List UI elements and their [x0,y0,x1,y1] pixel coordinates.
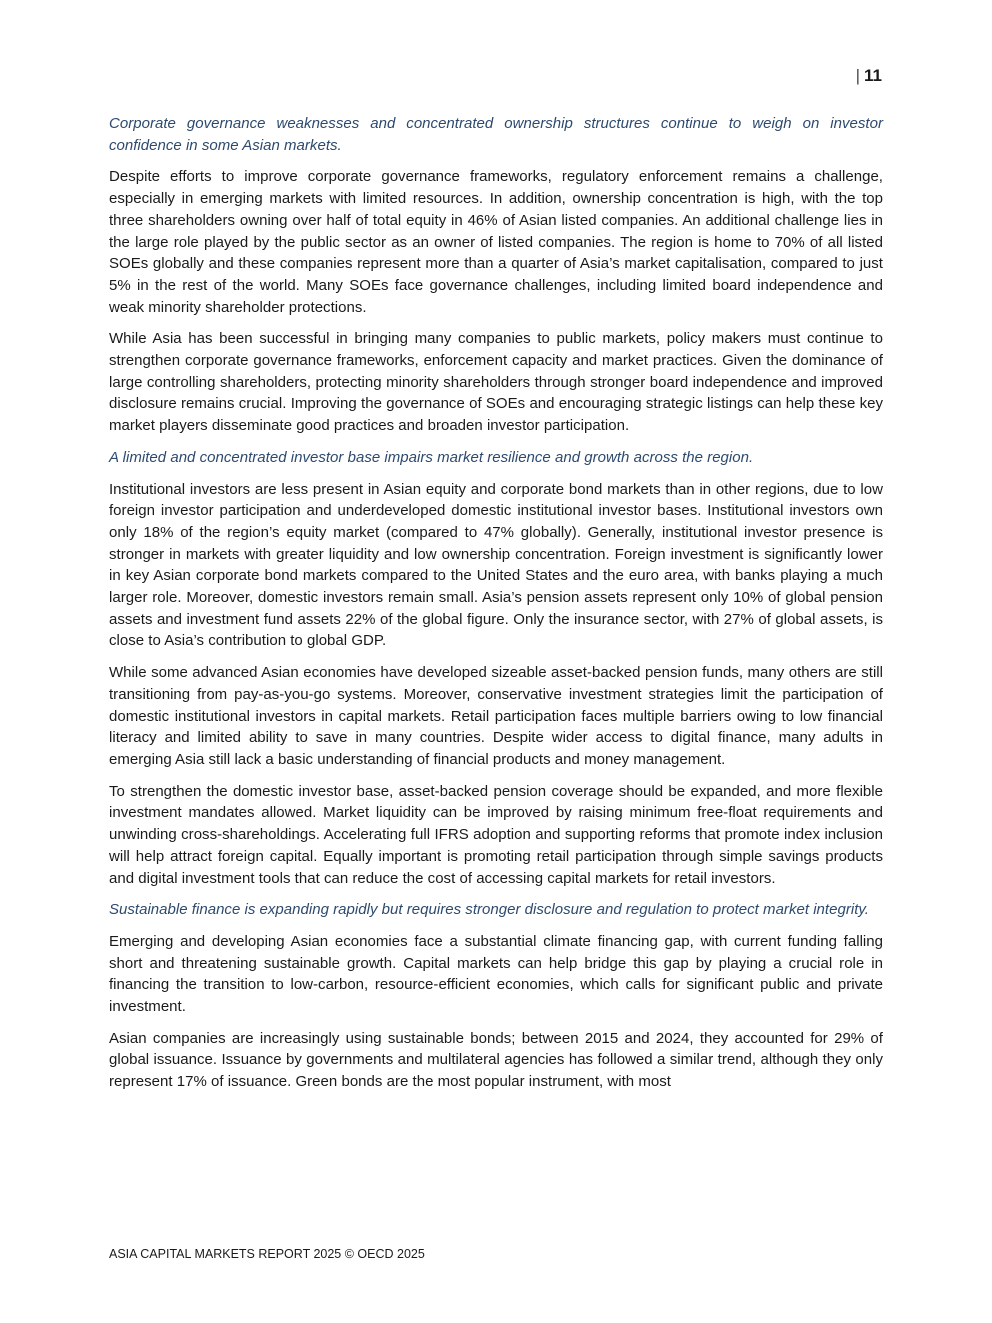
page-number-separator: | [855,66,861,85]
page-number-value: 11 [864,66,882,85]
section-heading-governance: Corporate governance weaknesses and concentrated ownership structures continue to weigh on investor confidence in some Asian markets. [109,115,883,154]
paragraph-governance-policy: While Asia has been successful in bringing many companies to public markets, policy makers must continue to strengthen corporate governance frameworks, enforcement capacity and market practices. Given the dominance of large controlling shareholders, protecting minority shareholders through stronger board independence and improved disclosure remains crucial. Improving the governance of SOEs and encouraging strategic listings can help these key market players disseminate good practices and broaden investor participation. [109,330,883,435]
paragraph-investor-policy: To strengthen the domestic investor base, asset-backed pension coverage should be expanded, and more flexible investment mandates allowed. Market liquidity can be improved by raising minimum free-float requirements and unwinding cross-shareholdings. Accelerating full IFRS adoption and supporting reforms that promote index inclusion will help attract foreign capital. Equally important is promoting retail participation through simple savings products and digital investment tools that can reduce the cost of accessing capital markets for retail investors. [109,782,883,887]
paragraph-pension-retail: While some advanced Asian economies have developed sizeable asset-backed pension funds, many others are still transitioning from pay-as-you-go systems. Moreover, conservative investment strategies limit the participation of domestic institutional investors in capital markets. Retail participation faces multiple barriers owing to low financial literacy and limited ability to save in many countries. Despite wider access to digital finance, many adults in emerging Asia still lack a basic understanding of financial products and money management. [109,664,883,768]
page-footer: ASIA CAPITAL MARKETS REPORT 2025 © OECD 2025 [109,1247,425,1261]
page-number [856,66,882,86]
section-heading-sustainable-finance: Sustainable finance is expanding rapidly but requires stronger disclosure and regulation to protect market integrity. [109,901,869,919]
paragraph-institutional-investors: Institutional investors are less present in Asian equity and corporate bond markets than in other regions, due to low foreign investor participation and underdeveloped domestic institutional investor bases. Institutional investors own only 18% of the region’s equity market (compared to 47% globally). Generally, institutional investor presence is stronger in markets with greater liquidity and low ownership concentration. Foreign investment is significantly lower in key Asian corporate bond markets compared to the United States and the euro area, with banks playing a much larger role. Moreover, domestic investors remain small. Asia’s pension assets represent only 10% of global pension assets and investment fund assets 22% of the global figure. Only the insurance sector, with 27% of global assets, is close to Asia’s contribution to global GDP. [109,480,883,650]
section-heading-investor-base: A limited and concentrated investor base impairs market resilience and growth across the region. [109,448,754,466]
paragraph-governance-challenges: Despite efforts to improve corporate governance frameworks, regulatory enforcement remains a challenge, especially in emerging markets with limited resources. In addition, ownership concentration is high, with the top three shareholders owning over half of total equity in 46% of Asian listed companies. An additional challenge lies in the large role played by the public sector as an owner of listed companies. The region is home to 70% of all listed SOEs globally and these companies represent more than a quarter of Asia’s market capitalisation, compared to just 5% in the rest of the world. Many SOEs face governance challenges, including limited board independence and weak minority shareholder protections. [109,168,883,316]
paragraph-sustainable-bonds: Asian companies are increasingly using sustainable bonds; between 2015 and 2024, they accounted for 29% of global issuance. Issuance by governments and multilateral agencies has followed a similar trend, although they only represent 17% of issuance. Green bonds are the most popular instrument, with most [109,1029,883,1091]
paragraph-climate-gap: Emerging and developing Asian economies face a substantial climate financing gap, with current funding falling short and threatening sustainable growth. Capital markets can help bridge this gap by playing a crucial role in financing the transition to low-carbon, resource-efficient economies, which calls for significant public and private investment. [109,932,883,1016]
main-content [109,113,883,1103]
